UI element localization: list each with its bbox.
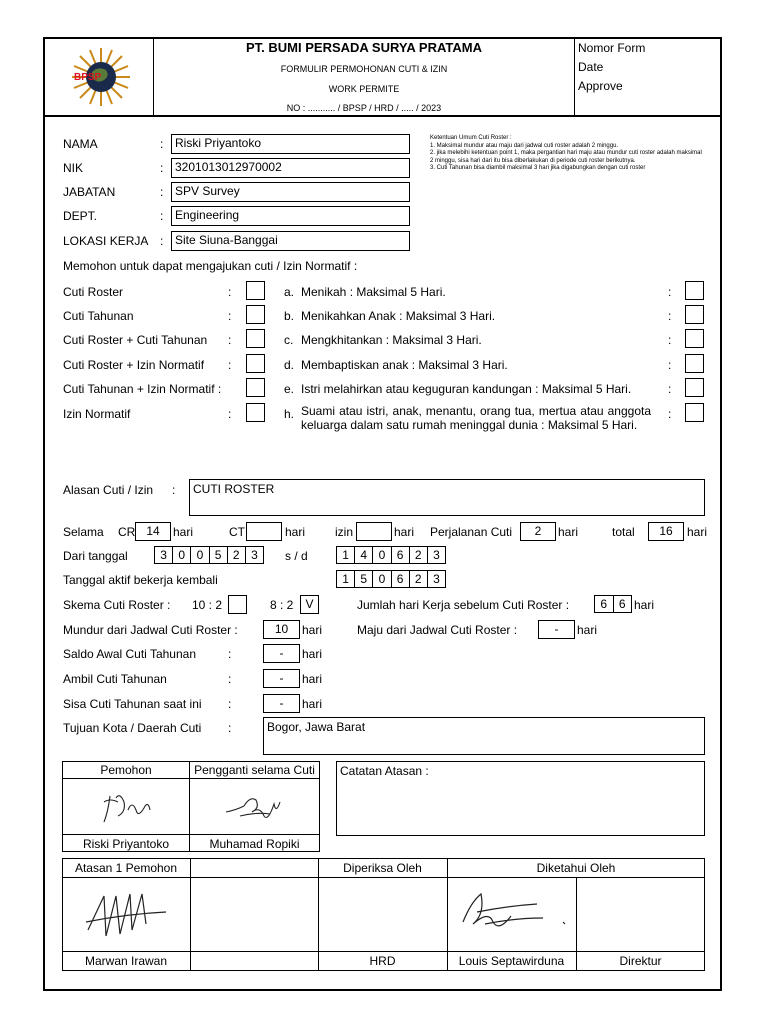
digit: 3: [427, 571, 445, 587]
meta-date: Date: [578, 60, 604, 74]
leave-type-label: Cuti Roster + Izin Normatif: [63, 358, 205, 372]
normative-b-checkbox[interactable]: [685, 305, 704, 324]
hari-label: hari: [302, 647, 323, 661]
digit: 5: [354, 571, 372, 587]
colon: :: [160, 161, 164, 175]
nama-field[interactable]: Riski Priyantoko: [171, 134, 410, 154]
workdays-label: Jumlah hari Kerja sebelum Cuti Roster :: [357, 598, 570, 612]
leave-type-label: Cuti Tahunan: [63, 309, 134, 323]
forward-value-field[interactable]: -: [538, 620, 575, 639]
hrd-label: HRD: [369, 954, 396, 968]
replacement-signature: [220, 782, 290, 832]
colon: :: [172, 483, 176, 497]
hari-label: hari: [687, 525, 708, 539]
normative-letter: e.: [284, 382, 295, 396]
digit: 3: [160, 548, 167, 562]
notes-label: Catatan Atasan :: [340, 764, 429, 778]
form-title: FORMULIR PERMOHONAN CUTI & IZIN: [280, 64, 448, 74]
colon: :: [668, 285, 672, 299]
director-label: Direktur: [619, 954, 662, 968]
lokasi-field[interactable]: Site Siuna-Banggai: [171, 231, 410, 251]
company-name: PT. BUMI PERSADA SURYA PRATAMA: [246, 40, 482, 55]
normative-text: Suami atau istri, anak, menantu, orang tua, mertua atau anggota keluarga dalam satu rumah meninggal dunia : Maksimal 5 Hari.: [301, 404, 651, 432]
digit: 1: [342, 548, 349, 562]
supervisor-signature: [78, 882, 178, 948]
normative-text: Menikah : Maksimal 5 Hari.: [301, 285, 446, 299]
field-label: JABATAN: [63, 185, 116, 199]
colon: :: [228, 407, 232, 421]
colon: :: [228, 285, 232, 299]
sig-divider: [62, 877, 705, 878]
sig-divider: [62, 834, 320, 835]
sisa-field[interactable]: -: [263, 694, 300, 713]
colon: :: [228, 647, 232, 661]
hari-label: hari: [302, 697, 323, 711]
colon: :: [668, 382, 672, 396]
rule-item: 3. Cuti Tahunan bisa diambil maksimal 3 hari jika digabungkan dengan cuti roster: [430, 165, 646, 171]
sig-divider: [62, 951, 705, 952]
field-label: DEPT.: [63, 209, 98, 223]
header-divider: [43, 115, 722, 117]
schema-label: Skema Cuti Roster :: [63, 598, 171, 612]
hari-label: hari: [577, 623, 598, 637]
normative-letter: a.: [284, 285, 295, 299]
from-label: Dari tanggal: [63, 549, 128, 563]
normative-letter: h.: [284, 407, 295, 421]
back-value-field[interactable]: 10: [263, 620, 300, 639]
ct-label: CT: [229, 525, 245, 539]
sig-divider: [190, 858, 191, 971]
cuti-tahunan-checkbox[interactable]: [246, 305, 265, 324]
supervisor-header: Atasan 1 Pemohon: [74, 861, 178, 875]
applicant-name: Riski Priyantoko: [82, 837, 170, 851]
colon: :: [228, 333, 232, 347]
schema-option-2: 8 : 2: [270, 598, 294, 612]
normative-c-checkbox[interactable]: [685, 329, 704, 348]
leave-type-label: Cuti Roster + Cuti Tahunan: [63, 333, 208, 347]
applicant-header: Pemohon: [100, 763, 152, 777]
digit: 5: [209, 547, 227, 563]
digit: 6: [391, 571, 409, 587]
rule-item: 1. Maksimal mundur atau maju dari jadwal cuti roster adalah 2 minggu.: [430, 142, 619, 149]
cuti-roster-checkbox[interactable]: [246, 281, 265, 300]
to-date-field[interactable]: [336, 546, 446, 564]
forward-label: Maju dari Jadwal Cuti Roster :: [357, 623, 518, 637]
digit: 3: [427, 547, 445, 563]
roster-izin-checkbox[interactable]: [246, 354, 265, 373]
colon: :: [228, 672, 232, 686]
colon: :: [668, 358, 672, 372]
normative-letter: d.: [284, 358, 295, 372]
field-label: NIK: [63, 161, 84, 175]
roster-tahunan-checkbox[interactable]: [246, 329, 265, 348]
hari-label: hari: [285, 525, 306, 539]
schema-option-1-checkbox[interactable]: [228, 595, 247, 614]
normative-letter: c.: [284, 333, 294, 347]
field-label: NAMA: [63, 137, 98, 151]
travel-label: Perjalanan Cuti: [430, 525, 513, 539]
colon: :: [160, 209, 164, 223]
izin-normatif-checkbox[interactable]: [246, 403, 265, 422]
hari-label: hari: [302, 672, 323, 686]
digit: 2: [409, 571, 427, 587]
digit: 6: [391, 547, 409, 563]
rules-title: Ketentuan Umum Cuti Roster :: [430, 135, 512, 141]
hari-label: hari: [394, 525, 415, 539]
colon: :: [228, 309, 232, 323]
normative-text: Istri melahirkan atau keguguran kandungan : Maksimal 5 Hari.: [301, 382, 632, 396]
destination-label: Tujuan Kota / Daerah Cuti: [63, 721, 202, 735]
digit: 6: [600, 597, 608, 611]
rules-note: [430, 135, 706, 173]
selama-label: Selama: [63, 525, 104, 539]
replacement-name: Muhamad Ropiki: [209, 837, 300, 851]
hari-label: hari: [173, 525, 194, 539]
nik-field[interactable]: 3201013012970002: [171, 158, 410, 178]
ct-value-field[interactable]: [246, 522, 282, 541]
reason-label: Alasan Cuti / Izin: [63, 483, 154, 497]
header-divider-right: [574, 37, 575, 116]
back-label: Mundur dari Jadwal Cuti Roster :: [63, 623, 238, 637]
cr-label: CR: [118, 525, 136, 539]
normative-text: Membaptiskan anak : Maksimal 3 Hari.: [301, 358, 508, 372]
workdays-field[interactable]: [594, 595, 632, 613]
destination-field[interactable]: Bogor, Jawa Barat: [263, 717, 705, 755]
colon: :: [160, 137, 164, 151]
normative-d-checkbox[interactable]: [685, 354, 704, 373]
digit: 4: [354, 547, 372, 563]
digit: 0: [372, 571, 390, 587]
logo-text: BPSP: [74, 72, 102, 83]
checked-header: Diperiksa Oleh: [343, 861, 422, 875]
tahunan-izin-checkbox[interactable]: [246, 378, 265, 397]
digit: 3: [245, 547, 263, 563]
hari-label: hari: [302, 623, 323, 637]
meta-approve: Approve: [578, 79, 623, 93]
ambil-field[interactable]: -: [263, 669, 300, 688]
colon: :: [668, 407, 672, 421]
active-date-field[interactable]: [336, 570, 446, 588]
request-intro: Memohon untuk dapat mengajukan cuti / Izin Normatif :: [63, 259, 358, 273]
digit: 2: [227, 547, 245, 563]
digit: 0: [172, 547, 190, 563]
annual-label: Sisa Cuti Tahunan saat ini: [63, 697, 202, 711]
colon: :: [668, 309, 672, 323]
colon: :: [228, 358, 232, 372]
acknowledger-signature: [455, 882, 575, 948]
colon: :: [668, 333, 672, 347]
normative-h-checkbox[interactable]: [685, 403, 704, 422]
from-date-field[interactable]: [154, 546, 264, 564]
normative-e-checkbox[interactable]: [685, 378, 704, 397]
active-label: Tanggal aktif bekerja kembali: [63, 573, 218, 587]
colon: :: [160, 185, 164, 199]
izin-label: izin: [335, 525, 354, 539]
sig-divider: [62, 778, 320, 779]
applicant-signature: [92, 782, 162, 832]
normative-a-checkbox[interactable]: [685, 281, 704, 300]
total-value-field[interactable]: 16: [648, 522, 684, 541]
schema-option-2-checkbox[interactable]: V: [300, 595, 319, 614]
colon: :: [228, 721, 232, 735]
annual-label: Saldo Awal Cuti Tahunan: [63, 647, 196, 661]
normative-text: Menikahkan Anak : Maksimal 3 Hari.: [301, 309, 496, 323]
digit: 6: [613, 596, 632, 612]
to-label: s / d: [285, 549, 308, 563]
digit: 1: [342, 572, 349, 586]
acknowledger-name: Louis Septawirduna: [458, 954, 565, 968]
total-label: total: [612, 525, 635, 539]
leave-type-label: Izin Normatif: [63, 407, 131, 421]
hari-label: hari: [634, 598, 655, 612]
hari-label: hari: [558, 525, 579, 539]
dept-field[interactable]: Engineering: [171, 206, 410, 226]
schema-option-1: 10 : 2: [192, 598, 223, 612]
acknowledged-header: Diketahui Oleh: [536, 861, 616, 875]
travel-value-field[interactable]: 2: [520, 522, 556, 541]
colon: :: [160, 234, 164, 248]
form-subtitle: WORK PERMITE: [328, 84, 400, 94]
cr-value-field[interactable]: 14: [135, 522, 171, 541]
replacement-header: Pengganti selama Cuti: [194, 763, 315, 777]
leave-type-label: Cuti Tahunan + Izin Normatif :: [63, 382, 222, 396]
digit: 0: [372, 547, 390, 563]
meta-nomor-form: Nomor Form: [578, 41, 646, 55]
izin-value-field[interactable]: [356, 522, 392, 541]
rule-item: 2. jika melebihi ketentuan point 1, maka pergantian hari maju atau mundur cuti roster adalah maksimal 2 minggu, sisa hari dari itu bisa diberlakukan di periode cuti roster berikutnya.: [430, 150, 702, 164]
leave-type-label: Cuti Roster: [63, 285, 124, 299]
jabatan-field[interactable]: SPV Survey: [171, 182, 410, 202]
supervisor-name: Marwan Irawan: [84, 954, 168, 968]
annual-label: Ambil Cuti Tahunan: [63, 672, 167, 686]
saldo-field[interactable]: -: [263, 644, 300, 663]
normative-letter: b.: [284, 309, 295, 323]
field-label: LOKASI KERJA: [63, 234, 149, 248]
digit: 2: [409, 547, 427, 563]
normative-text: Mengkhitankan : Maksimal 3 Hari.: [301, 333, 482, 347]
form-number: NO : ........... / BPSP / HRD / ..... / 2023: [286, 103, 442, 113]
colon: :: [228, 697, 232, 711]
reason-field[interactable]: CUTI ROSTER: [189, 479, 705, 516]
digit: 0: [190, 547, 208, 563]
